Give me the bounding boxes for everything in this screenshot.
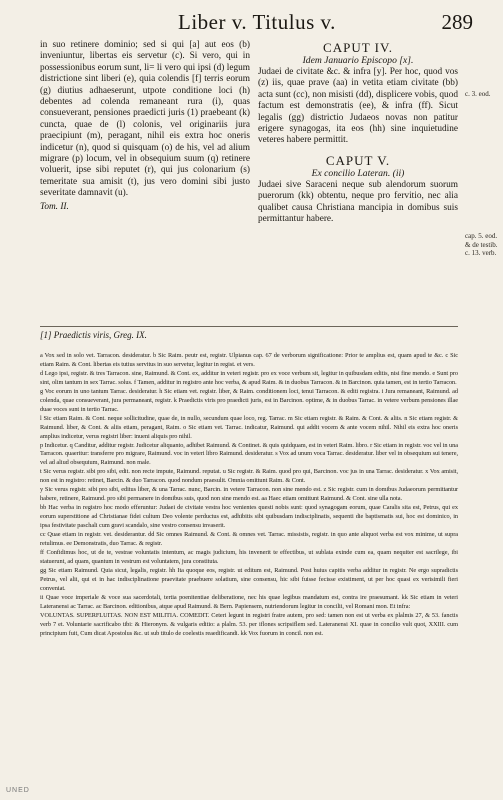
footnote-paragraph: VOLUNTAS. SUPERFLUITAS. NON EST MILITIA. COMEDIT. Ceteri legunt in registri fratre autem, pro sed: tamen non est ut verba ex plalmis 27, & 53. fanctis verb 7 et. Voluntarie sacrificabo tibi: & Hieronym. & vulgaris editio: a plalm. 53. per iflones scripsiflem sed. Lateranensi XI. quae in concilio vult quot, XXIII. cum principium fuit, Cum dicat Apostolus &c. ut sub titulo de coelestis reaedificandi. kk Vox fuorum in concil. non est. [40,611,458,637]
caput-v-title: CAPUT V. [325,152,391,168]
footnote-paragraph: ii Quae voce imperiale & voce sua sacerdotali, tertia poenitentiae deliberatione, nec his quae legibus mandatum est, contra ire praesumant. kk Sic etiam in veteri Lateranensi ac Tarrac. ac Barcinon. editionibus, atque apud Raimund. & Bern. Papiensem, nutriendorum legitur in concilii, vel Romani mon. Et infra: [40,593,458,610]
running-header [60,10,493,36]
footnote-paragraph: l Sic etiam Raim. & Cont. neque sollicitudine, quae de, in nullo, secundum quae loco, reg. Tarrac. m Sic etiam registr. & Raim. & Cont. & aliis. n Sic etiam registr. & Raimund. liber, & Cont. & aliis etiam, peragant, Raim. o Sic etiam vet. Tarrac. indicatur, Raimund. qui addit vocem & ante vocem nihil. Nihil eis extra hoc oneris amplius indicetur, verus registri liber: inueni aliquis pro nihil. [40,414,458,440]
footnote-paragraph: p Indicetur. q Canditur, additur registr. Judicetur aliquanto, adhibet Raimund. & Continet. & quis quidquam, est in veteri Raim. libro. r Sic etiam in registr. voc vel in una Tarracon. quaeritur: transferre pro migrare, Raimund. voc in veteri libro Raimund. desideratur. s Vox ad unum voca Tarrac. desideratur. liber vel in obsequium sui tenere, vel ad aliud obsequium, Raimund. non male. [40,441,458,467]
page-number: 289 [441,10,473,34]
watermark: UNED [6,787,30,794]
margin-note-2: cap. 5. eod. & de testib. c. 13. verb. [465,232,498,257]
left-column-text: in suo retinere dominio; sed si qui [a] aut eos (b) inveniuntur, libertas eis servetur (c). Si vero, qui in possessionibus eorum sunt, li= li vero qui ipsi (d) legum districtione sint liberi (e), quia colendis [f] terris eorum (g) diutius adhaeserunt, utpote conditione loci (h) debentes ad colenda remaneant rura (i), quas consueverant, pensiones praedicti juris (1) praebeant (k) cuncta, quae de (l) colonis, vel originariis jura praecipiunt (m), peragant, nihil eis extra hoc oneris indicetur (n), quod si quisquam (o) de his, vel ad alium migrare (p) locum, vel in obsequium suum (q) retinere voluerit, ipse sibi reputet (r), qui jus colonarium (s) temeritate sua amisit (t), jus vero domini sibi justo severitate damnavit (u). [40,40,250,199]
footnote-paragraph: a Vox sed in solo vet. Tarracon. desideratur. b Sic Raim. peutr est, registr. Ulpianus cap. 67 de verborum significatione: Prior te amplius est, quam apud te &c. c Sic etiam Raim. & Cont. libertas eis tutius servitus in suo servetur, legitur in regist. et vers. [40,352,458,368]
footnote-paragraph: cc Quae etiam in registr. vet. desiderantur. dd Sic omnes Raimund. & Cont. & omnes vet. Tarrac. missistis, registr. in quo ante aliquot verba est vox minime, ut supra retulimus. ee Demonstratis, duo Tarrac. & registr. [40,531,458,548]
caput-v-text: Judaei sive Saraceni neque sub alendorum suorum puerorum (kk) obtentu, neque pro fervitio, nec alia qualibet causa Christiana mancipia in domibus suis permittantur habere. [258,179,458,225]
footnote-paragraph: gg Sic etiam Raimund. Quia sicut, legalis, registr. hh Ita quoque eos, registr. ut editum est, Raimund. Post huius capitis verba additur in registr. Ne ergo supradictis Petrus, vel alii, qui ei in hac indisciplinatione praevitate praebuere solatium, sine consensu, hic sibi fuisse fecisse existiment, ut per hoc quasi ex verisimili fieri conveniat. [40,566,458,592]
running-title: Liber v. Titulus v. [178,10,336,34]
right-column [258,40,458,225]
footnotes [40,352,458,639]
caput-iv-title: CAPUT IV. [323,40,393,55]
caput-iv-text: Judaei de civitate &c. & infra [y]. Per hoc, quod vos (z) iis, quae prave (aa) in vetita etiam civitate (bb) acta sunt (cc), non misisti (dd), displicere vobis, quod factum est demonstratis (ee), & infra (ff). Sicut legalis (gg) districtio Judaeos novas non patitur erigere synagogas, ita eos (hh) sine inquietudine veteres habere permittit. [258,67,458,146]
left-column [40,40,250,213]
footnote-heading: [1] Praedictis viris, Greg. IX. [40,330,147,340]
caput-iv-subtitle: Idem Januario Episcopo [x]. [302,55,414,66]
margin-note-1: c. 3. eod. [465,90,491,98]
footnote-heading-block [40,326,458,341]
footnote-paragraph: d Lego ipsi, registr. & tres Tarracon. sine, Raimund. & Cont. ex, additur in veteri registr. pro ex voce verbum sit, legitur in quibusdam editis, nisi fine mendo. e Sunt pro sint, olim tantum in sex Tarrac. solus. f Tamen, additur in registro ante hoc verba, & apud Raim. & in duobus Tarracon. & in Barcinon. quia tamen, est in tertio Tarracon. [40,369,458,386]
footnote-paragraph: ff Confidimus hoc, ut de te, vestrae voluntatis intentum, ac magis judicium, his invenerit te effectibus, ut sublata exinde cum ea, quam nequiter est sacrilege, ibi statuerunt, ad quam, quantum in vestrum est voluntatem, jura constituta. [40,548,458,565]
footnote-paragraph: bb Hac verba in registro hoc modo efferuntur: Judaei de civitate vestra hoc venientes questi nobis sunt: quod synagogam eorum, quae Caralis sita est, Petrus, qui ex eorum superstitione ad Christianae fidei cultum Deo volente perductus est, adhibitis sibi quibusdam indisciplinatis, sequenti die baptismatis sui, hoc est dominico, in ipsa festivitate paschali cum gravi scandalo, sine vestro consensu invaserit. [40,504,458,530]
tome-label: Tom. II. [40,201,69,212]
footnote-paragraph: t Sic verus registr. sibi pro sibi, edit. non recte impute, Raimund. reputat. u Sic registr. & Raim. quod pro qui, Barcinon. voc jus in una Tarrac. desideratur. x Vox amisit, non est in registro: retinet, Barcin. & duo Tarracon. quod nondum praesulit. Omnia omittunt Raim. & Cont. [40,468,458,485]
footnote-paragraph: g Voc eorum in uno tantum Tarrac. desideratur. h Sic etiam vet. registr. liber, & Raim. conditionem loci, tenui Tarracon. & editi registra. i Jura remaneant, Raimund. ad colenda, quae consueverant, jura permaneant, registr. k Praedictis viris pro praedicti juris, est in Barcinon. optime, & in duobus Tarrac. in vetere verbum pensiones illae duae voces sunt in tertio Tarrac. [40,387,458,413]
caput-v-subtitle: Ex concilio Lateran. (ii) [311,167,405,179]
footnote-rule [40,326,458,327]
footnote-paragraph: y Sic verus registr. sibi pro sibi, editus liber, & una Tarrac. nunc, Barcin. in vetere Tarracon. non sine mendo est. z Sic registr. cum in domibus Judaeorum permittantur habere, retinere, Raimund. pro sibi permanere in domibus suis, quod non sine mendo est. aa Haec etiam omittunt Raimund. & Cont. sine ulla nota. [40,486,458,503]
